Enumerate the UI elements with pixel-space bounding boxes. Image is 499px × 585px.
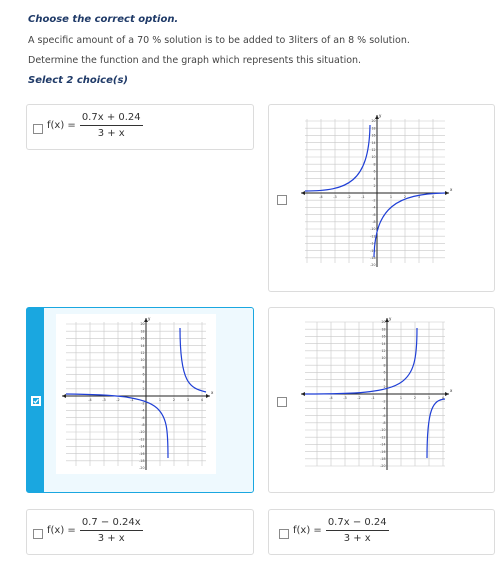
- y-tick-label: 4: [142, 379, 145, 384]
- option-a-formula: [47, 112, 143, 139]
- y-tick-label: -18: [380, 457, 386, 461]
- option-f-numerator: 0.7x − 0.24: [326, 517, 389, 531]
- y-tick-label: -6: [141, 415, 145, 420]
- x-tick-label: -4: [329, 396, 333, 400]
- y-tick-label: -8: [372, 220, 376, 224]
- y-tick-label: 18: [371, 126, 376, 131]
- x-axis-arrow-left-icon: [301, 191, 305, 195]
- question-task: Determine the function and the graph which represents this situation.: [28, 55, 362, 66]
- option-a-numerator: 0.7x + 0.24: [80, 112, 143, 126]
- option-a-fx: f(x) =: [47, 120, 76, 131]
- x-axis-name: x: [450, 187, 453, 192]
- y-tick-label: -4: [372, 205, 376, 210]
- x-tick-label: 4: [431, 195, 435, 199]
- y-tick-label: 20: [140, 322, 145, 327]
- y-tick-label: 6: [142, 372, 145, 377]
- x-tick-label: 1: [158, 398, 162, 402]
- x-tick-label: -4: [88, 398, 92, 402]
- y-tick-label: -18: [370, 256, 376, 260]
- y-tick-label: 6: [383, 370, 386, 375]
- y-tick-label: -6: [372, 212, 376, 217]
- option-e-fx: f(x) =: [47, 525, 76, 536]
- option-f-denominator: 3 + x: [343, 533, 371, 544]
- y-tick-label: -2: [382, 399, 386, 404]
- option-a-card[interactable]: [26, 104, 254, 150]
- y-tick-label: -16: [370, 248, 376, 253]
- x-tick-label: -4: [319, 195, 323, 199]
- curve-branch-1: [66, 394, 168, 458]
- x-tick-label: -2: [357, 396, 361, 400]
- x-tick-label: -2: [116, 398, 120, 402]
- curve-branch-1: [305, 125, 370, 191]
- y-tick-label: 6: [373, 169, 376, 174]
- y-tick-label: -20: [370, 263, 376, 268]
- option-d-graph: [295, 314, 455, 474]
- y-tick-label: 4: [373, 176, 376, 181]
- y-tick-label: 18: [140, 329, 145, 334]
- y-tick-label: -10: [380, 428, 386, 433]
- y-tick-label: 10: [371, 155, 376, 160]
- y-tick-label: -4: [382, 406, 386, 411]
- option-d-checkbox[interactable]: [277, 397, 287, 407]
- option-b-card[interactable]: [268, 104, 495, 292]
- y-tick-label: -14: [370, 241, 376, 246]
- x-tick-label: 2: [413, 396, 417, 400]
- y-tick-label: -2: [141, 401, 145, 406]
- y-tick-label: 14: [140, 343, 145, 348]
- option-e-denominator: 3 + x: [97, 533, 125, 544]
- question-instruction: Choose the correct option.: [28, 14, 179, 25]
- curve-branch-2: [374, 193, 445, 257]
- y-tick-label: 18: [381, 327, 386, 332]
- y-tick-label: 4: [383, 377, 386, 382]
- x-tick-label: 2: [403, 195, 407, 199]
- y-tick-label: -12: [370, 234, 376, 239]
- y-tick-label: -8: [382, 421, 386, 425]
- y-tick-label: 2: [373, 184, 376, 188]
- y-tick-label: 10: [381, 356, 386, 361]
- x-tick-label: 3: [186, 398, 190, 402]
- graph-b-svg: [295, 111, 455, 271]
- y-tick-label: 16: [381, 334, 386, 339]
- x-axis-arrow-left-icon: [62, 394, 66, 398]
- y-tick-label: 8: [383, 363, 386, 368]
- option-f-formula: [293, 517, 389, 544]
- option-e-checkbox[interactable]: [33, 529, 43, 539]
- y-tick-label: -4: [141, 408, 145, 413]
- x-axis-arrow-icon: [445, 392, 449, 396]
- option-e-card[interactable]: [26, 509, 254, 555]
- y-tick-label: 20: [371, 119, 376, 124]
- y-tick-label: -14: [139, 444, 145, 449]
- option-f-fx: f(x) =: [293, 525, 322, 536]
- x-tick-label: 4: [200, 398, 204, 402]
- option-d-card[interactable]: [268, 307, 495, 493]
- y-tick-label: -10: [139, 430, 145, 435]
- y-tick-label: -16: [380, 449, 386, 454]
- y-tick-label: 10: [140, 358, 145, 363]
- x-axis-name: x: [450, 388, 453, 393]
- question-prompt: A specific amount of a 70 % solution is to be added to 3liters of an 8 % solution.: [28, 35, 410, 46]
- x-tick-label: -2: [347, 195, 351, 199]
- x-tick-label: -1: [361, 195, 365, 199]
- selection-hint: Select 2 choice(s): [28, 75, 128, 86]
- y-tick-label: -16: [139, 451, 145, 456]
- y-axis-name: y: [389, 316, 392, 321]
- x-tick-label: 3: [427, 396, 431, 400]
- x-axis-arrow-icon: [206, 394, 210, 398]
- x-tick-label: 1: [389, 195, 393, 199]
- y-tick-label: 16: [371, 133, 376, 138]
- y-tick-label: -10: [370, 227, 376, 232]
- y-axis-name: y: [148, 316, 151, 321]
- option-b-graph: [295, 111, 455, 271]
- y-tick-label: 8: [373, 162, 376, 167]
- y-tick-label: 2: [142, 387, 145, 391]
- x-tick-label: 2: [172, 398, 176, 402]
- curve-branch-2: [427, 399, 445, 458]
- option-e-formula: [47, 517, 143, 544]
- x-tick-label: 4: [441, 396, 445, 400]
- option-f-checkbox[interactable]: [279, 529, 289, 539]
- graph-d-svg: [295, 314, 455, 474]
- option-c-card[interactable]: [26, 307, 254, 493]
- option-b-checkbox[interactable]: [277, 195, 287, 205]
- option-c-graph: [56, 314, 216, 474]
- y-tick-label: -12: [139, 437, 145, 442]
- option-a-denominator: 3 + x: [97, 128, 125, 139]
- y-tick-label: 2: [383, 385, 386, 389]
- x-tick-label: -1: [371, 396, 375, 400]
- y-tick-label: 20: [381, 320, 386, 325]
- checkmark-icon: [32, 397, 40, 405]
- curve-branch-1: [305, 328, 417, 394]
- x-tick-label: 3: [417, 195, 421, 199]
- option-c-checkbox[interactable]: [31, 396, 41, 406]
- y-tick-label: 8: [142, 365, 145, 370]
- x-tick-label: 1: [399, 396, 403, 400]
- x-axis-name: x: [211, 390, 214, 395]
- x-tick-label: -3: [333, 195, 337, 199]
- option-f-card[interactable]: [268, 509, 495, 555]
- x-tick-label: -3: [343, 396, 347, 400]
- y-tick-label: 14: [371, 140, 376, 145]
- y-tick-label: -18: [139, 459, 145, 463]
- y-tick-label: -6: [382, 413, 386, 418]
- y-tick-label: 16: [140, 336, 145, 341]
- y-tick-label: -2: [372, 198, 376, 203]
- option-e-numerator: 0.7 − 0.24x: [80, 517, 143, 531]
- y-tick-label: 12: [371, 148, 376, 152]
- y-axis-name: y: [379, 113, 382, 118]
- y-tick-label: 14: [381, 341, 386, 346]
- y-tick-label: 12: [381, 349, 386, 353]
- x-axis-arrow-icon: [445, 191, 449, 195]
- y-tick-label: -8: [141, 423, 145, 427]
- x-tick-label: -1: [130, 398, 134, 402]
- y-tick-label: -20: [380, 464, 386, 469]
- graph-c-svg: [56, 314, 216, 474]
- x-tick-label: -3: [102, 398, 106, 402]
- y-tick-label: -12: [380, 435, 386, 440]
- y-tick-label: -20: [139, 466, 145, 471]
- x-axis-arrow-left-icon: [301, 392, 305, 396]
- y-tick-label: 12: [140, 351, 145, 355]
- option-a-checkbox[interactable]: [33, 124, 43, 134]
- y-tick-label: -14: [380, 442, 386, 447]
